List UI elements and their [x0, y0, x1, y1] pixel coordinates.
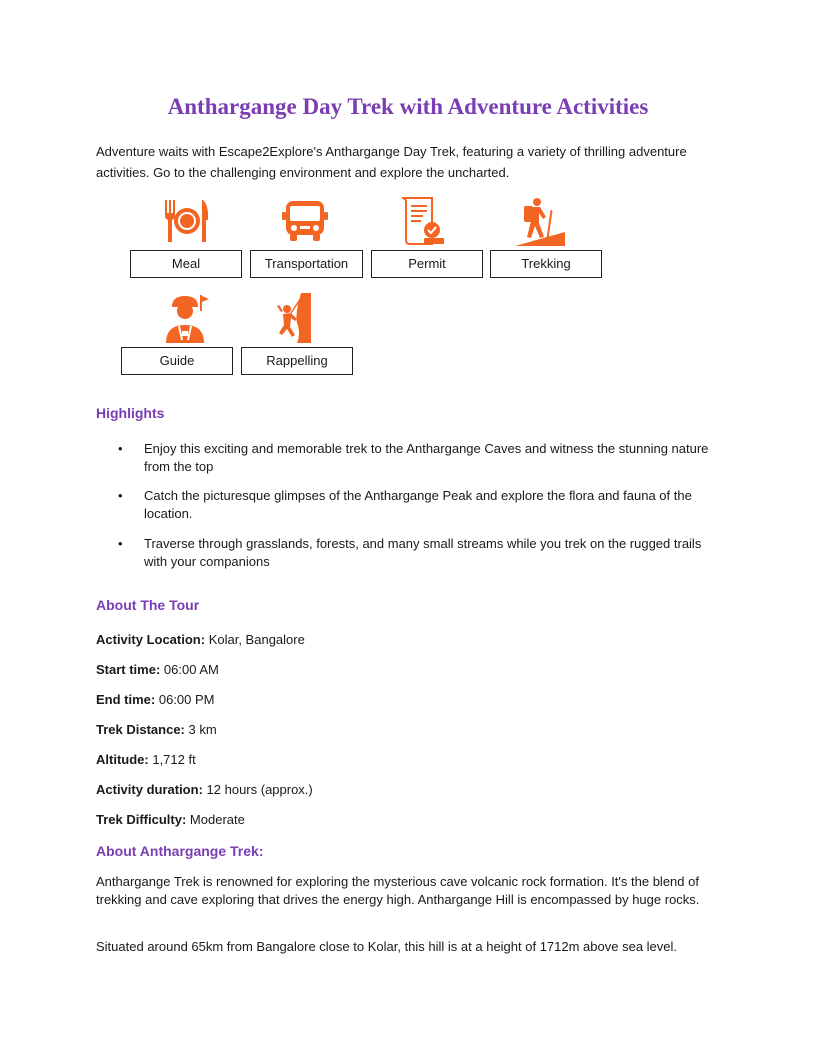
list-item: • Traverse through grasslands, forests, and many small streams while you trek on the rugged trails with your companions: [118, 536, 702, 569]
list-item: • Catch the picturesque glimpses of the Anthargange Peak and explore the flora and fauna of the location.: [118, 488, 692, 521]
hiker-icon: [515, 196, 565, 246]
about-tour-heading: About The Tour: [96, 597, 200, 613]
inclusion-meal: Meal: [130, 250, 242, 278]
intro-paragraph: Adventure waits with Escape2Explore's Anthargange Day Trek, featuring a variety of thrilling adventure activities. Go to the challenging environment and explore the uncharted.: [96, 144, 687, 180]
info-start-time: Start time: 06:00 AM: [96, 662, 219, 677]
info-activity-duration: Activity duration: 12 hours (approx.): [96, 782, 313, 797]
climber-icon: [273, 293, 323, 343]
about-trek-paragraph-2: Situated around 65km from Bangalore close to Kolar, this hill is at a height of 1712m above sea level.: [96, 939, 678, 954]
guide-icon: [160, 293, 210, 343]
meal-icon: [162, 196, 212, 246]
info-end-time: End time: 06:00 PM: [96, 692, 215, 707]
info-trek-distance: Trek Distance: 3 km: [96, 722, 217, 737]
inclusion-guide: Guide: [121, 347, 233, 375]
list-item: • Enjoy this exciting and memorable trek to the Anthargange Caves and witness the stunning nature from the top: [118, 441, 709, 474]
inclusion-trekking: Trekking: [490, 250, 602, 278]
inclusion-permit: Permit: [371, 250, 483, 278]
about-trek-paragraph-1: Anthargange Trek is renowned for exploring the mysterious cave volcanic rock formation. It's the blend of trekking and cave exploring that drives the energy high. Anthargange Hill is encompassed by huge rocks.: [96, 874, 700, 907]
inclusion-transportation: Transportation: [250, 250, 363, 278]
info-altitude: Altitude: 1,712 ft: [96, 752, 196, 767]
info-trek-difficulty: Trek Difficulty: Moderate: [96, 812, 245, 827]
page-title: Anthargange Day Trek with Adventure Activities: [167, 94, 649, 119]
bus-icon: [280, 196, 330, 246]
about-trek-heading: About Anthargange Trek:: [96, 843, 264, 859]
info-activity-location: Activity Location: Kolar, Bangalore: [96, 632, 305, 647]
permit-icon: [398, 196, 448, 246]
highlights-heading: Highlights: [96, 405, 165, 421]
inclusion-rappelling: Rappelling: [241, 347, 353, 375]
